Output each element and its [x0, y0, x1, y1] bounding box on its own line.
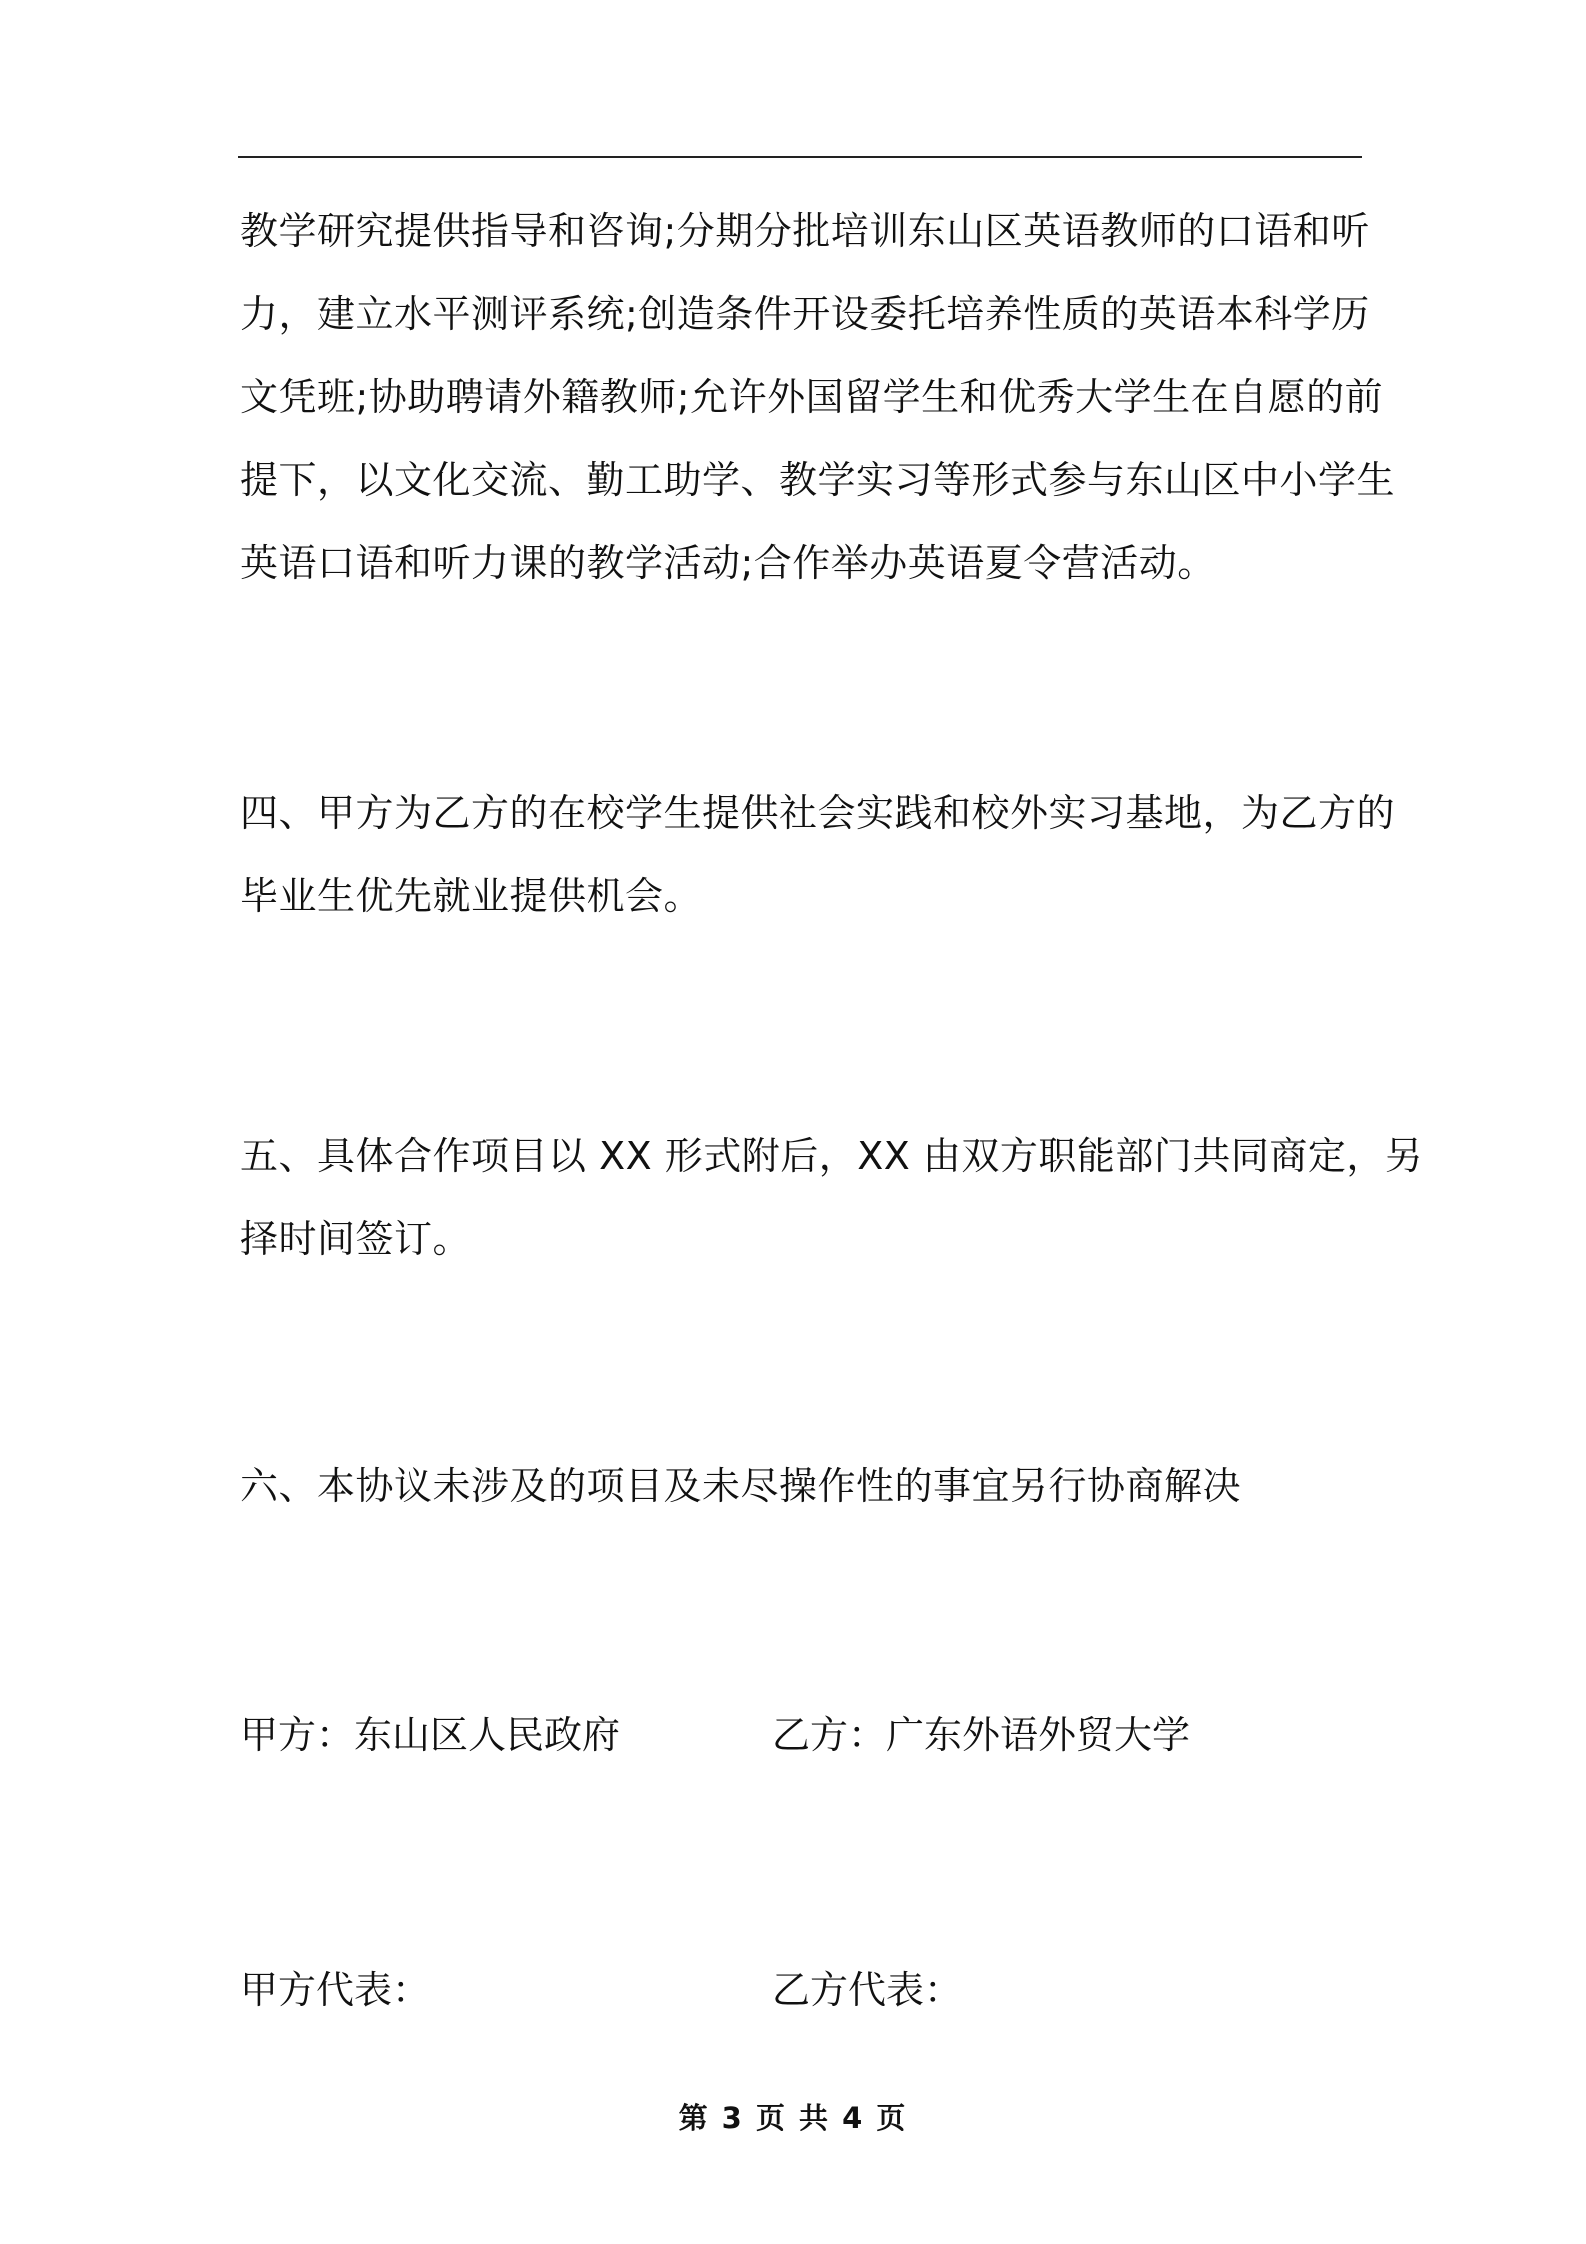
- text-line: 英语口语和听力课的教学活动;合作举办英语夏令营活动。: [240, 541, 1216, 585]
- text-line: 力，建立水平测评系统;创造条件开设委托培养性质的英语本科学历: [240, 292, 1370, 336]
- text-line: 提下，以文化交流、勤工助学、教学实习等形式参与东山区中小学生: [240, 458, 1396, 502]
- text-line: 教学研究提供指导和咨询;分期分批培训东山区英语教师的口语和听: [240, 209, 1370, 253]
- paragraph-cooperation-content: [240, 190, 1396, 605]
- text-line: 文凭班;协助聘请外籍教师;允许外国留学生和优秀大学生在自愿的前: [240, 375, 1384, 419]
- party-b-representative: 乙方代表：: [772, 1968, 963, 2012]
- text-line: 六、本协议未涉及的项目及未尽操作性的事宜另行协商解决: [240, 1464, 1242, 1508]
- party-a-name: 甲方：东山区人民政府: [240, 1713, 621, 1757]
- text-line: 四、甲方为乙方的在校学生提供社会实践和校外实习基地，为乙方的: [240, 791, 1396, 835]
- text-line: 五、具体合作项目以 XX 形式附后，XX 由双方职能部门共同商定，另: [240, 1134, 1424, 1178]
- paragraph-clause-four: [240, 772, 1396, 938]
- paragraph-clause-six: [240, 1445, 1364, 1528]
- page-number-footer: 第 3 页 共 4 页: [678, 2101, 908, 2135]
- party-a-representative: 甲方代表：: [240, 1968, 431, 2012]
- text-line: 择时间签订。: [240, 1217, 472, 1261]
- text-line: 毕业生优先就业提供机会。: [240, 874, 703, 918]
- header-rule: [238, 156, 1362, 158]
- paragraph-clause-five: [240, 1115, 1424, 1281]
- party-b-name: 乙方：广东外语外贸大学: [772, 1713, 1191, 1757]
